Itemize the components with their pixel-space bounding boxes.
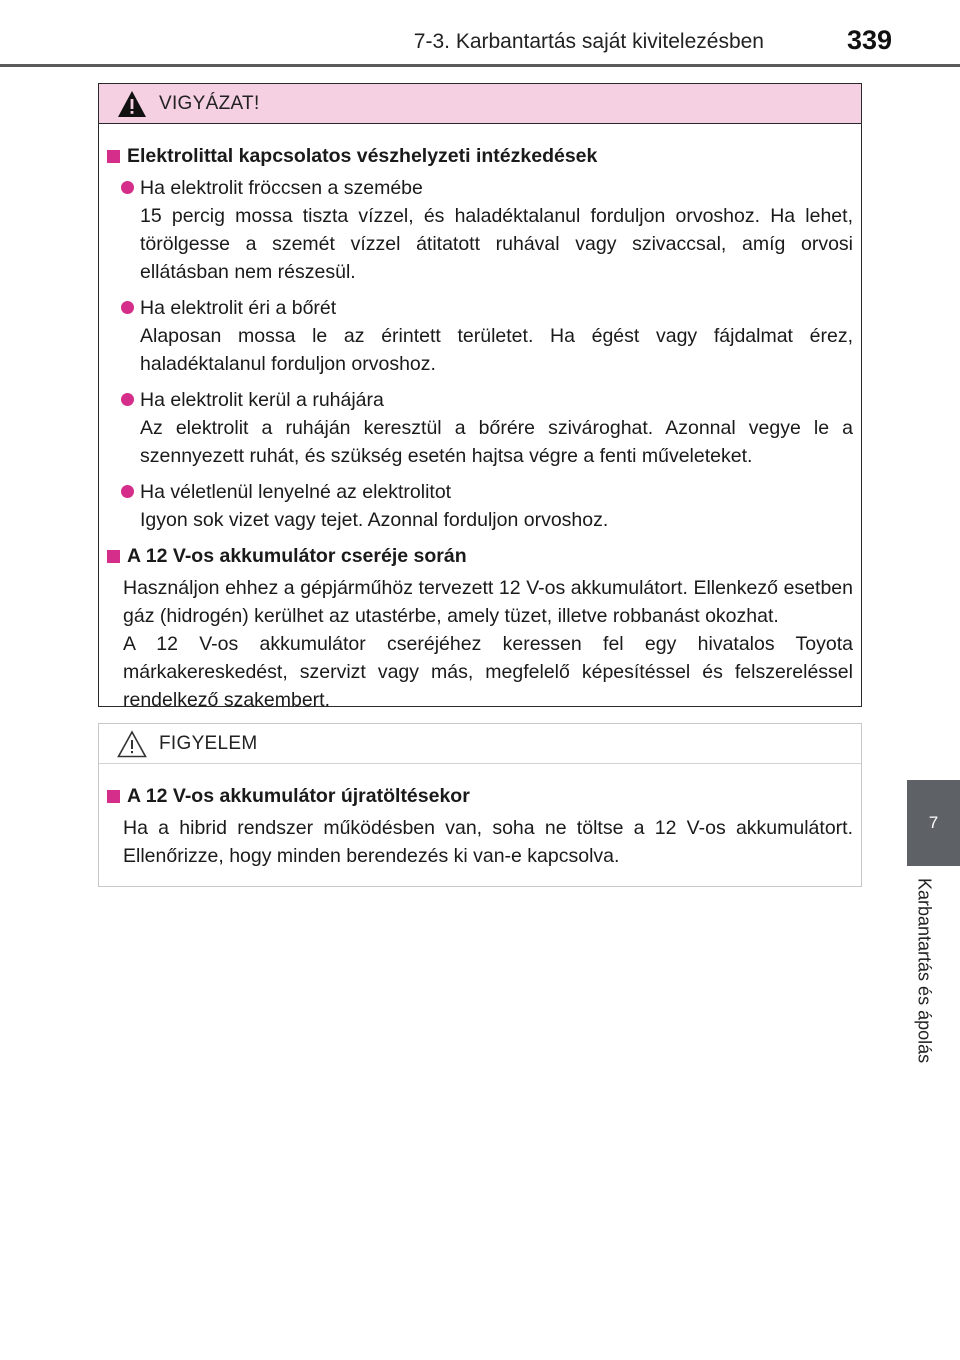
section-heading-text: A 12 V-os akkumulátor újratöltésekor [127,785,470,807]
list-item-body: Alaposan mossa le az érintett területet. Ha égést vagy fájdalmat érez, haladéktalanul forduljon orvoshoz. [140,325,853,375]
header-rule [0,64,960,67]
section-heading-text: A 12 V-os akkumulátor cseréje során [127,545,467,567]
list-item [107,386,853,470]
warning-label: VIGYÁZAT! [159,92,260,114]
chapter-tab[interactable] [907,780,960,866]
list-item-heading: Ha elektrolit éri a bőrét [140,297,337,319]
section-title: 7-3. Karbantartás saját kivitelezésben [413,30,764,53]
list-item-heading: Ha elektrolit kerül a ruhájára [140,389,384,411]
warning-box [98,83,862,711]
warning-header [99,84,861,124]
list-item-body: 15 percig mossa tiszta vízzel, és haladéktalanul forduljon orvoshoz. Ha lehet, törölgesse a szemét vízzel átitatott ruhával vagy szivaccsal, amíg orvosi ellátásban nem részesül. [140,205,853,283]
battery-replacement-section [107,542,853,714]
warning-body [99,124,861,714]
square-bullet-icon [107,790,120,803]
paragraph-text: A 12 V-os akkumulátor cseréjéhez keressen fel egy hivatalos Toyota márkakereskedést, szervizt vagy más, megfelelő képesítéssel és felszereléssel rendelkező szakembert. [123,633,853,711]
notice-label: FIGYELEM [159,732,258,754]
list-item [107,294,853,378]
list-item [107,478,853,534]
page-number: 339 [846,25,892,55]
square-bullet-icon [107,150,120,163]
list-item [107,174,853,286]
recharge-section [107,782,853,870]
notice-box [98,723,862,887]
caution-triangle-icon [117,730,147,758]
list-item-body: Igyon sok vizet vagy tejet. Azonnal forduljon orvoshoz. [140,509,609,531]
chapter-label-wrap [907,868,960,1098]
notice-body [99,764,861,870]
chapter-number: 7 [928,813,939,832]
round-bullet-icon [121,181,134,194]
paragraph [107,814,853,870]
list-item-body: Az elektrolit a ruháján keresztül a bőrére szivároghat. Azonnal vegye le a szennyezett ruhát, és szükség esetén hajtsa végre a fenti műveleteket. [140,417,853,467]
paragraph-text: Használjon ehhez a gépjárműhöz tervezett 12 V-os akkumulátort. Ellenkező esetben gáz (hidrogén) kerülhet az utastérbe, amely tüzet, illetve robbanást okozhat. [123,577,853,627]
paragraph-text: Ha a hibrid rendszer működésben van, soha ne töltse a 12 V-os akkumulátort. Ellenőrizze, hogy minden berendezés ki van-e kapcsolva. [123,817,853,867]
round-bullet-icon [121,393,134,406]
section-heading [107,142,853,170]
notice-header [99,724,861,764]
round-bullet-icon [121,301,134,314]
list-item-heading: Ha véletlenül lenyelné az elektrolitot [140,481,452,503]
section-heading [107,542,853,570]
square-bullet-icon [107,550,120,563]
chapter-label: Karbantartás és ápolás [914,878,934,1064]
section-heading [107,782,853,810]
round-bullet-icon [121,485,134,498]
list-item-heading: Ha elektrolit fröccsen a szemébe [140,177,423,199]
warning-triangle-icon [117,90,147,118]
section-heading-text: Elektrolittal kapcsolatos vészhelyzeti intézkedések [127,145,598,167]
paragraph [107,574,853,714]
electrolyte-section [107,142,853,534]
